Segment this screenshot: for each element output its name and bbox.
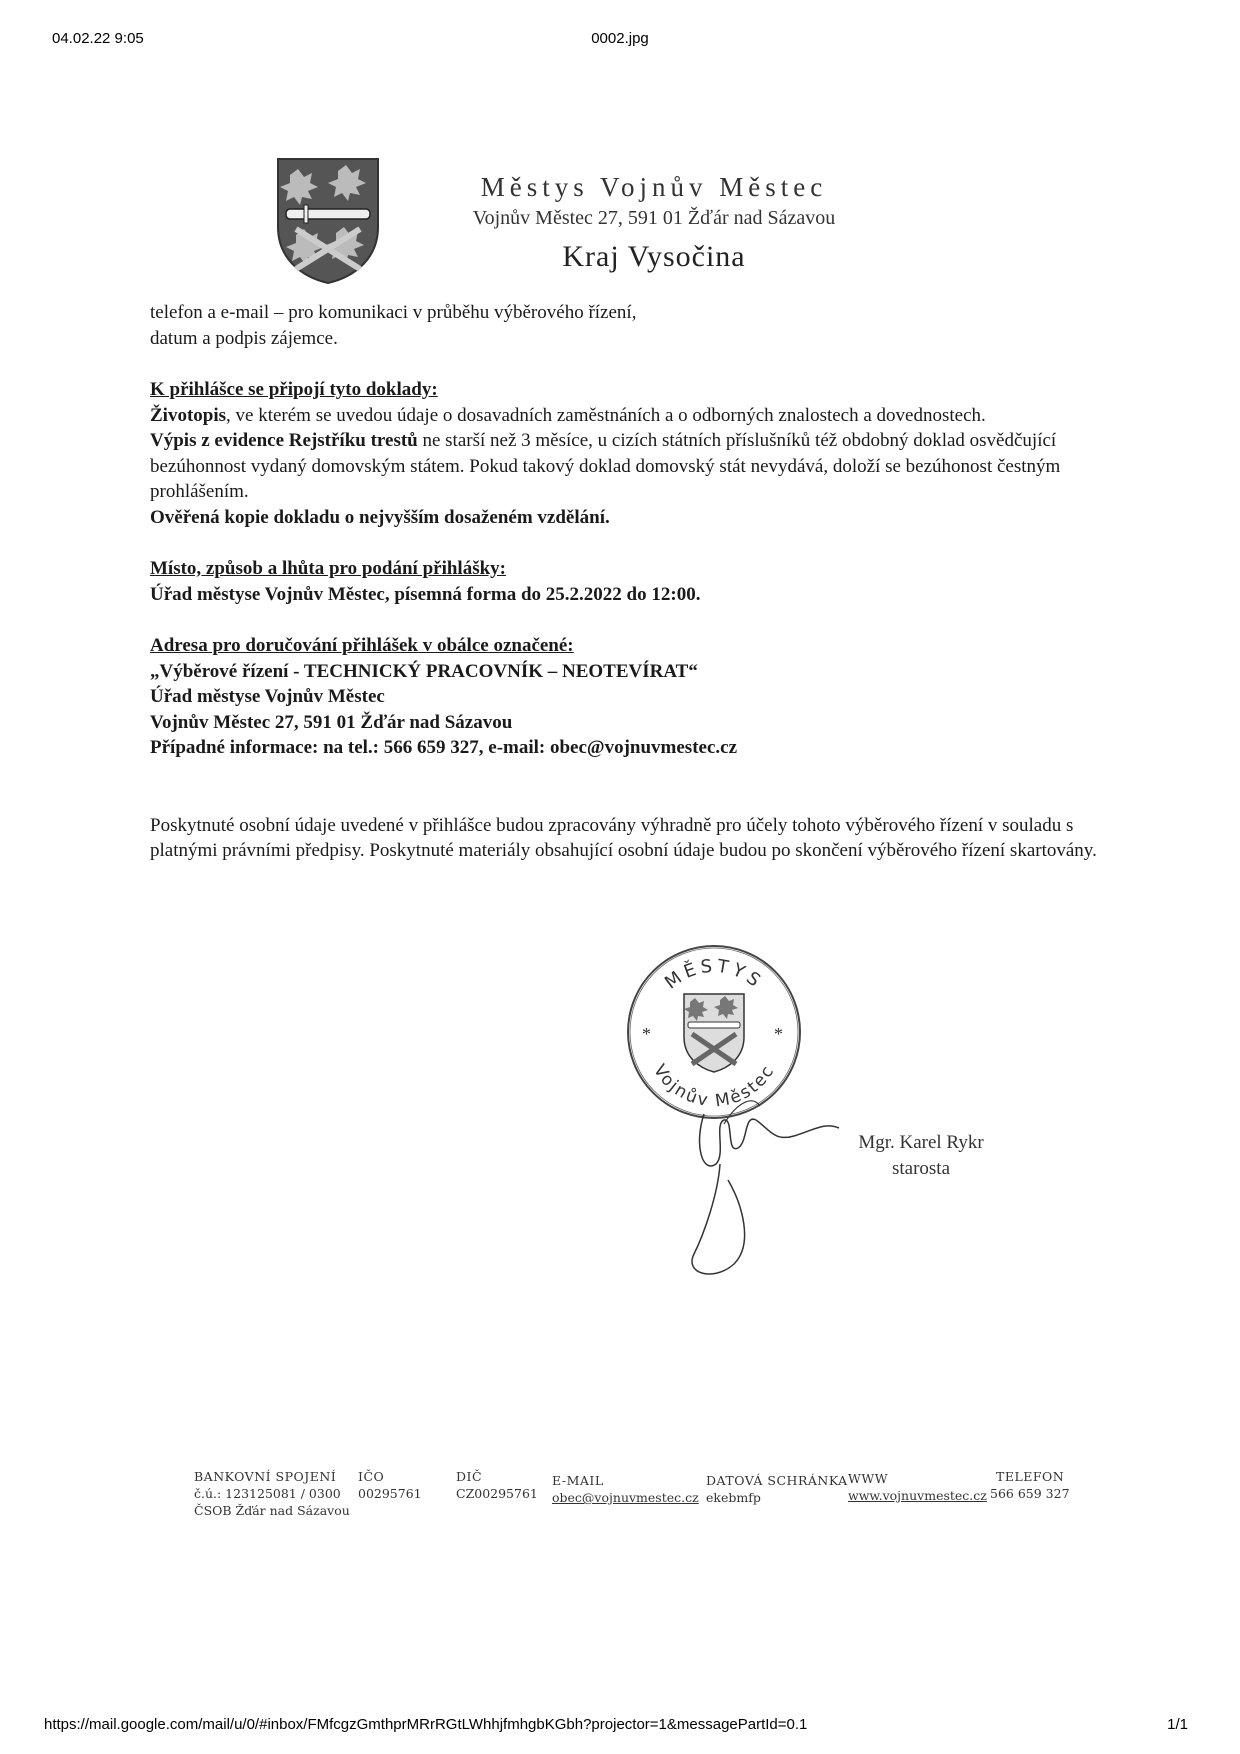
signer-block (836, 1130, 1006, 1182)
www-label: WWW (848, 1471, 889, 1486)
phone-value: 566 659 327 (990, 1486, 1070, 1501)
signer-title: starosta (891, 1158, 951, 1179)
bank-label: BANKOVNÍ SPOJENÍ (194, 1469, 337, 1484)
email-label: E-MAIL (552, 1473, 604, 1488)
footer-email (552, 1472, 699, 1506)
www-link[interactable]: www.vojnuvmestec.cz (848, 1488, 987, 1503)
address-line-2: Úřad městyse Vojnův Městec (150, 686, 385, 707)
email-link[interactable]: obec@vojnuvmestec.cz (552, 1490, 699, 1505)
footer-databox (706, 1472, 848, 1506)
print-footer (0, 1716, 1240, 1738)
print-page-count: 1/1 (1167, 1716, 1188, 1733)
address-line-1: „Výběrové řízení - TECHNICKÝ PRACOVNÍK – NEOTEVÍRAT“ (150, 660, 698, 682)
databox-label: DATOVÁ SCHRÁNKA (706, 1473, 848, 1488)
svg-text:*: * (774, 1024, 783, 1044)
print-header (0, 30, 1240, 52)
region-name: Kraj Vysočina (562, 240, 746, 273)
record-text: ne starší než 3 měsíce, u cizích státních příslušníků též obdobný doklad osvědčující bezúhonnost vydaný domovským státem. Pokud takový doklad domovský stát nevydává, doloží se bezúhonost čestným prohlášením. (150, 430, 1061, 502)
footer-phone (990, 1468, 1070, 1502)
handwritten-signature-icon (664, 1084, 884, 1284)
record-bold: Výpis z evidence Rejstříku trestů (150, 430, 418, 451)
footer-bank (194, 1468, 350, 1519)
databox-value: ekebmfp (706, 1490, 761, 1505)
bank-account: č.ú.: 123125081 / 0300 (194, 1486, 341, 1501)
intro-line-2: datum a podpis zájemce. (150, 327, 338, 349)
record-paragraph (150, 428, 1100, 505)
municipality-name: Městys Vojnův Městec (480, 172, 828, 202)
cv-text: , ve kterém se uvedou údaje o dosavadních zaměstnáních a o odborných znalostech a dovednostech. (226, 404, 986, 426)
submission-heading: Místo, způsob a lhůta pro podání přihlášky: (150, 558, 506, 579)
cv-bold: Životopis (150, 404, 227, 426)
dic-value: CZ00295761 (456, 1486, 538, 1501)
footer-www (848, 1470, 987, 1504)
letter-footer (194, 1468, 1108, 1528)
municipal-crest-icon (276, 157, 380, 285)
ico-label: IČO (358, 1469, 385, 1484)
print-url: https://mail.google.com/mail/u/0/#inbox/FMfcgzGmthprMRrRGtLWhhjfmhgbKGbh?projector=1&messagePartId=0.1 (44, 1716, 808, 1733)
address-line-4: Případné informace: na tel.: 566 659 327, e-mail: obec@vojnuvmestec.cz (150, 737, 738, 758)
privacy-paragraph: Poskytnuté osobní údaje uvedené v přihlášce budou zpracovány výhradně pro účely tohoto výběrového řízení v souladu s platnými právními předpisy. Poskytnuté materiály obsahující osobní údaje budou po skončení výběrového řízení skartovány. (150, 814, 1097, 861)
cv-paragraph (150, 403, 1100, 429)
footer-ico (358, 1468, 422, 1502)
letter-body (150, 300, 1100, 864)
document-page (74, 84, 1166, 1664)
bank-name: ČSOB Žďár nad Sázavou (194, 1503, 350, 1518)
phone-label: TELEFON (996, 1469, 1065, 1484)
address-heading: Adresa pro doručování přihlášek v obálce označené: (150, 635, 574, 656)
dic-label: DIČ (456, 1469, 483, 1484)
print-datetime: 04.02.22 9:05 (52, 30, 144, 47)
address-line-3: Vojnův Městec 27, 591 01 Žďár nad Sázavou (150, 711, 513, 733)
print-filename: 0002.jpg (591, 30, 649, 47)
signer-name: Mgr. Karel Rykr (858, 1132, 984, 1153)
svg-text:*: * (642, 1024, 651, 1044)
stamp-bottom-text: Vojnův Městec (649, 1061, 779, 1112)
submission-text: Úřad městyse Vojnův Městec, písemná forma do 25.2.2022 do 12:00. (150, 583, 701, 605)
footer-dic (456, 1468, 538, 1502)
ico-value: 00295761 (358, 1486, 422, 1501)
letterhead (384, 170, 924, 278)
intro-line-1: telefon a e-mail – pro komunikaci v průběhu výběrového řízení, (150, 302, 637, 323)
municipality-address: Vojnův Městec 27, 591 01 Žďár nad Sázavou (472, 207, 836, 229)
svg-text:MĚSTYS (661, 956, 767, 994)
documents-heading: K přihlášce se připojí tyto doklady: (150, 379, 438, 400)
education-paragraph: Ověřená kopie dokladu o nejvyšším dosaženém vzdělání. (150, 506, 610, 528)
stamp-top-text: MĚSTYS (660, 955, 768, 994)
